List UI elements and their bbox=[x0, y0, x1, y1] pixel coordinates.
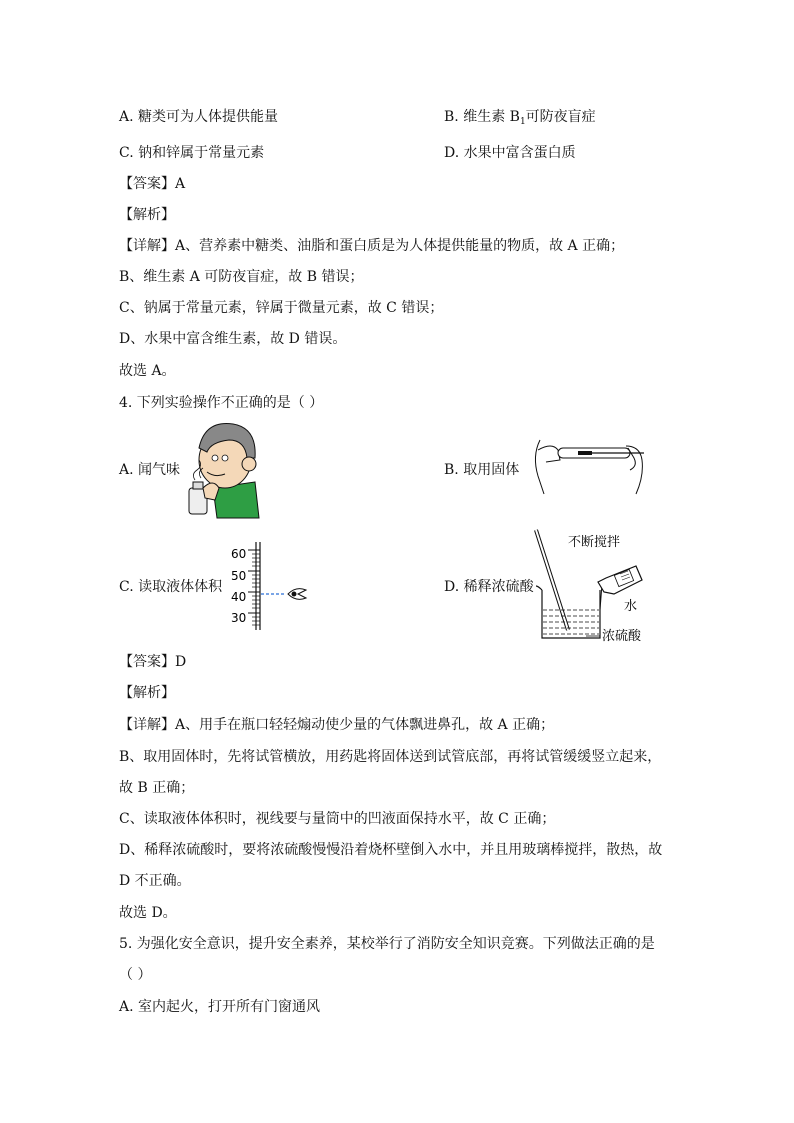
eye-icon bbox=[288, 589, 306, 600]
reagent-bottle bbox=[598, 566, 642, 594]
q4-detail-line: C、读取液体体积时，视线要与量筒中的凹液面保持水平，故 C 正确； bbox=[119, 811, 556, 827]
q4-detail-line: D 不正确。 bbox=[119, 873, 191, 889]
cylinder-scale-ticks bbox=[248, 550, 260, 625]
q3-detail-line: 【详解】A、营养素中糖类、油脂和蛋白质是为人体提供能量的物质，故 A 正确； bbox=[119, 238, 625, 254]
q4-analysis-heading: 【解析】 bbox=[119, 685, 175, 701]
q4-choice: 故选 D。 bbox=[119, 905, 177, 921]
q4-answer: 【答案】D bbox=[119, 654, 187, 670]
q3-option-b bbox=[444, 107, 596, 132]
q4-detail-line: 【详解】A、用手在瓶口轻轻煽动使少量的气体飘进鼻孔，故 A 正确； bbox=[119, 717, 555, 733]
q5-stem-blank: （ ） bbox=[119, 967, 152, 983]
liquid-in-beaker bbox=[543, 610, 599, 634]
q3-detail-line: B、维生素 A 可防夜盲症，故 B 错误； bbox=[119, 269, 364, 285]
q3-option-b-subscript: 1 bbox=[519, 117, 526, 127]
q3-analysis-heading: 【解析】 bbox=[119, 207, 175, 223]
q3-option-b-prefix: B. 维生素 B bbox=[444, 109, 520, 125]
q3-option-d: D. 水果中富含蛋白质 bbox=[444, 145, 576, 161]
diluting-acid-illustration bbox=[528, 526, 652, 648]
graduated-cylinder-illustration bbox=[228, 540, 312, 632]
q4-option-d-label: D. 稀释浓硫酸 bbox=[444, 579, 534, 595]
q4-option-c-label: C. 读取液体体积 bbox=[119, 579, 223, 595]
q4-detail-line: D、稀释浓硫酸时，要将浓硫酸慢慢沿着烧杯壁倒入水中，并且用玻璃棒搅拌，散热，故 bbox=[119, 842, 663, 858]
stir-continuously-label: 不断搅拌 bbox=[568, 535, 621, 550]
q4-option-a-label: A. 闻气味 bbox=[119, 462, 181, 478]
q3-option-c: C. 钠和锌属于常量元素 bbox=[119, 145, 265, 161]
cylinder-tick-label: 30 bbox=[231, 611, 247, 625]
concentrated-sulfuric-acid-label: 浓硫酸 bbox=[602, 629, 642, 644]
q3-detail-line: C、钠属于常量元素，锌属于微量元素，故 C 错误； bbox=[119, 300, 444, 316]
q4-option-b-label: B. 取用固体 bbox=[444, 462, 520, 478]
q3-answer: 【答案】A bbox=[119, 176, 186, 192]
q3-option-b-suffix: 可防夜盲症 bbox=[525, 109, 596, 125]
cylinder-tick-label: 50 bbox=[231, 569, 247, 583]
q3-detail-line: D、水果中富含维生素，故 D 错误。 bbox=[119, 331, 347, 347]
q3-option-a: A. 糖类可为人体提供能量 bbox=[119, 109, 279, 125]
taking-solid-illustration bbox=[530, 436, 648, 498]
q4-detail-line: B、取用固体时，先将试管横放，用药匙将固体送到试管底部，再将试管缓缓竖立起来， bbox=[119, 749, 662, 765]
q4-stem: 4. 下列实验操作不正确的是（ ） bbox=[119, 395, 324, 411]
cylinder-tick-label: 40 bbox=[231, 590, 247, 604]
cylinder-tick-label: 60 bbox=[231, 547, 247, 561]
water-label: 水 bbox=[624, 599, 638, 614]
q5-option-a: A. 室内起火，打开所有门窗通风 bbox=[119, 999, 321, 1015]
q5-stem: 5. 为强化安全意识，提升安全素养，某校举行了消防安全知识竞赛。下列做法正确的是 bbox=[119, 936, 655, 952]
smelling-gas-illustration bbox=[185, 418, 265, 520]
q4-detail-line: 故 B 正确； bbox=[119, 780, 195, 796]
q3-choice: 故选 A。 bbox=[119, 363, 176, 379]
